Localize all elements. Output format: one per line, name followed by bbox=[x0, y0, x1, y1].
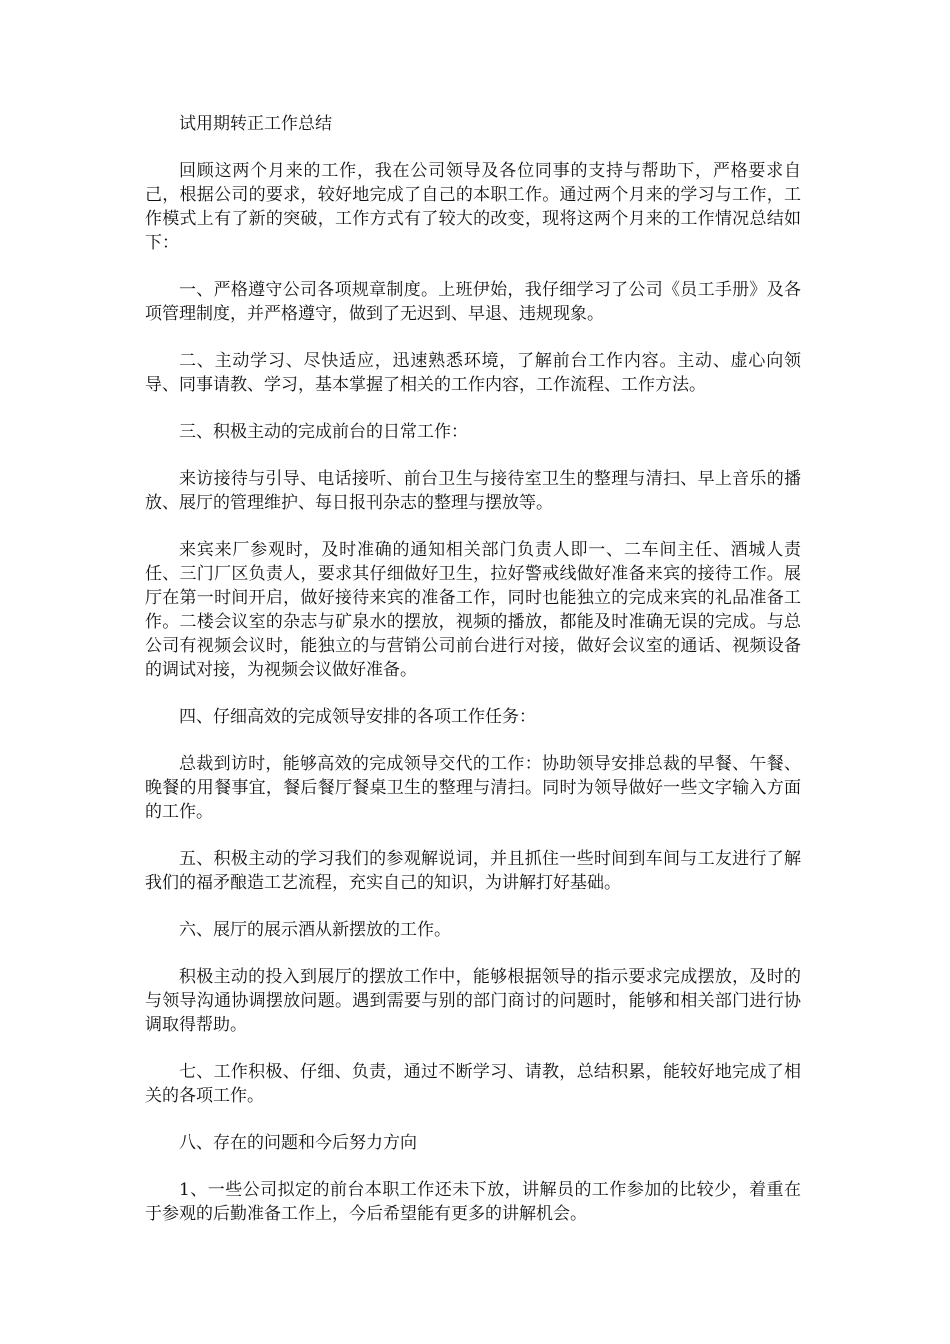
paragraph-section-5: 五、积极主动的学习我们的参观解说词，并且抓住一些时间到车间与工友进行了解我们的福矛酿造工艺流程，充实自己的知识，为讲解打好基础。 bbox=[145, 849, 801, 893]
document-page bbox=[145, 112, 801, 1249]
paragraph-exhibition-work: 积极主动的投入到展厅的摆放工作中，能够根据领导的指示要求完成摆放，及时的与领导沟通协调摆放问题。遇到需要与别的部门商讨的问题时，能够和相关部门进行协调取得帮助。 bbox=[145, 967, 801, 1035]
paragraph-section-8-heading: 八、存在的问题和今后努力方向 bbox=[179, 1133, 417, 1153]
paragraph-daily-work: 来访接待与引导、电话接听、前台卫生与接待室卫生的整理与清扫、早上音乐的播放、展厅的管理维护、每日报刊杂志的整理与摆放等。 bbox=[145, 469, 801, 513]
paragraph-section-1: 一、严格遵守公司各项规章制度。上班伊始，我仔细学习了公司《员工手册》及各项管理制度，并严格遵守，做到了无迟到、早退、违规现象。 bbox=[145, 280, 801, 324]
paragraph-visitor-reception: 来宾来厂参观时，及时准确的通知相关部门负责人即一、二车间主任、酒城人责任、三门厂区负责人，要求其仔细做好卫生，拉好警戒线做好准备来宾的接待工作。展厅在第一时间开启，做好接待来宾的准备工作，同时也能独立的完成来宾的礼品准备工作。二楼会议室的杂志与矿泉水的摆放，视频的播放，都能及时准确无误的完成。与总公司有视频会议时，能独立的与营销公司前台进行对接，做好会议室的通话、视频设备的调试对接，为视频会议做好准备。 bbox=[145, 540, 801, 680]
paragraph-section-4-heading: 四、仔细高效的完成领导安排的各项工作任务： bbox=[179, 707, 536, 727]
paragraph-section-6-heading: 六、展厅的展示酒从新摆放的工作。 bbox=[179, 920, 451, 940]
paragraph-section-3-heading: 三、积极主动的完成前台的日常工作： bbox=[179, 422, 468, 442]
paragraph-intro: 回顾这两个月来的工作，我在公司领导及各位同事的支持与帮助下，严格要求自己，根据公司的要求，较好地完成了自己的本职工作。通过两个月来的学习与工作，工作模式上有了新的突破，工作方式有了较大的改变，现将这两个月来的工作情况总结如下： bbox=[145, 161, 801, 253]
paragraph-issue-1: 1、一些公司拟定的前台本职工作还未下放，讲解员的工作参加的比较少，着重在于参观的后勤准备工作上，今后希望能有更多的讲解机会。 bbox=[145, 1180, 801, 1224]
paragraph-section-7: 七、工作积极、仔细、负责，通过不断学习、请教，总结积累，能较好地完成了相关的各项工作。 bbox=[145, 1062, 801, 1106]
paragraph-section-2: 二、主动学习、尽快适应，迅速熟悉环境，了解前台工作内容。主动、虚心向领导、同事请教、学习，基本掌握了相关的工作内容，工作流程、工作方法。 bbox=[145, 351, 801, 395]
paragraph-president-visit: 总裁到访时，能够高效的完成领导交代的工作：协助领导安排总裁的早餐、午餐、晚餐的用餐事宜，餐后餐厅餐桌卫生的整理与清扫。同时为领导做好一些文字输入方面的工作。 bbox=[145, 754, 801, 822]
document-title: 试用期转正工作总结 bbox=[179, 114, 332, 134]
